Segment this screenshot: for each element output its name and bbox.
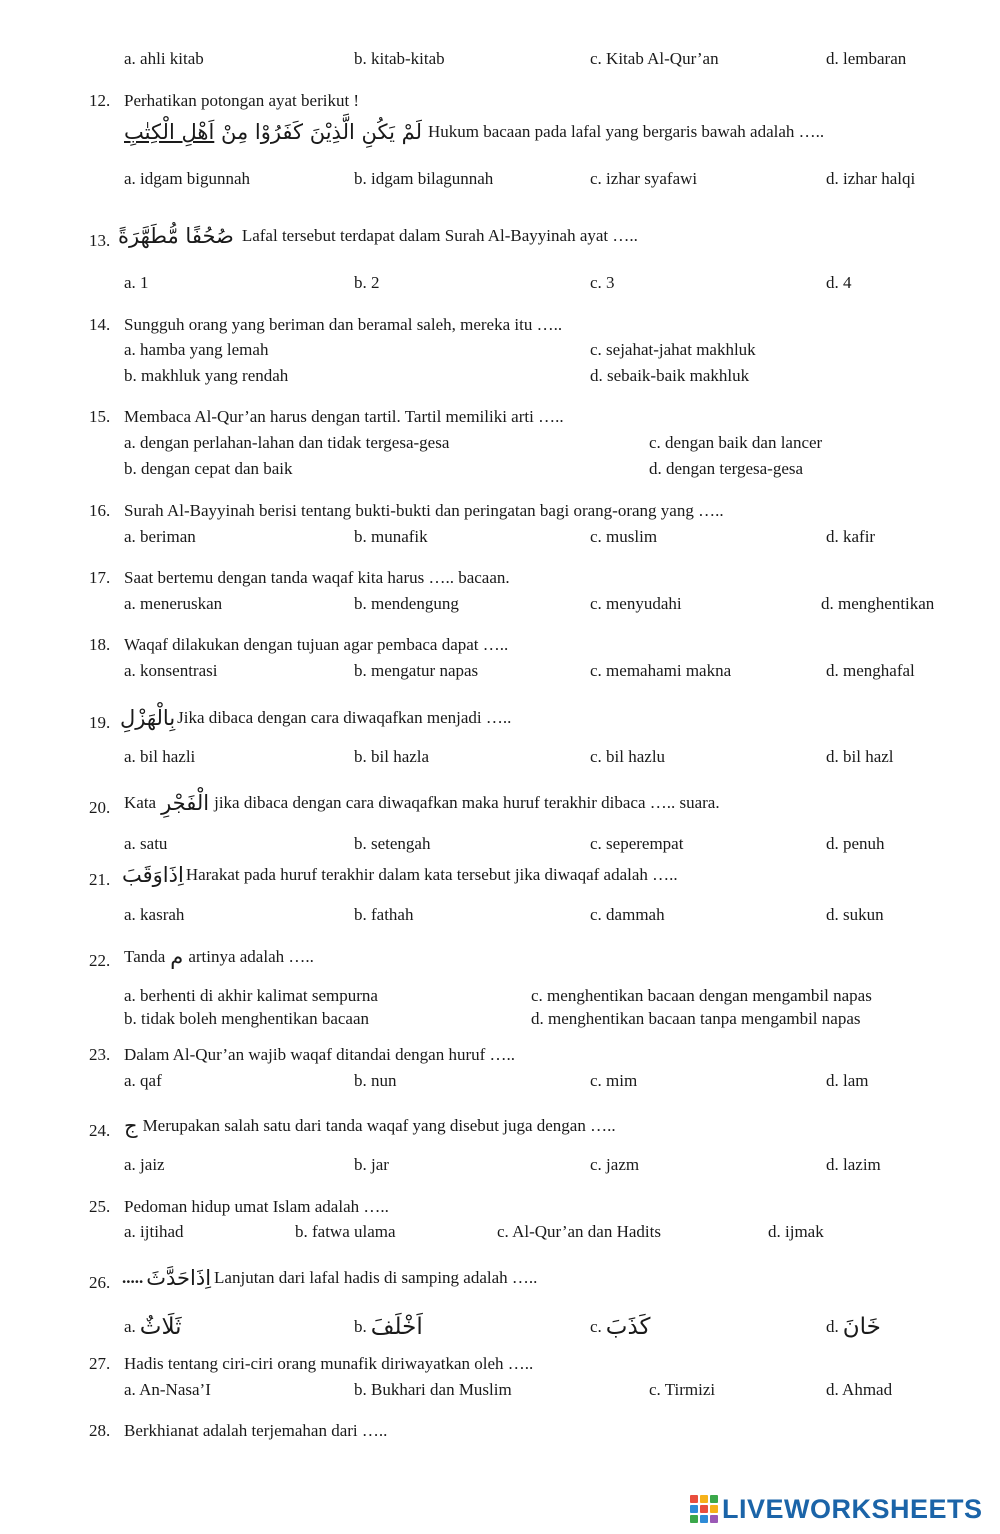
logo-tile [690, 1505, 698, 1513]
q26-option-c-letter: c. [590, 1317, 602, 1336]
q20-arabic: الْفَجْرِ [161, 791, 210, 815]
q22-pre: Tanda [124, 947, 166, 966]
q16-text: Surah Al-Bayyinah berisi tentang bukti-bukti dan peringatan bagi orang-orang yang ….. [124, 501, 724, 520]
q13-number: 13. [89, 231, 111, 250]
liveworksheets-logo[interactable] [690, 1493, 983, 1525]
q26-option-c-arabic: كَذَبَ [605, 1314, 651, 1340]
q21-line [122, 864, 678, 886]
q11-option-a[interactable]: a. ahli kitab [124, 49, 204, 68]
q20-pre: Kata [124, 793, 157, 812]
q17-text: Saat bertemu dengan tanda waqaf kita harus ….. bacaan. [124, 568, 510, 587]
q24-line [124, 1115, 616, 1137]
q26-option-d-arabic: خَانَ [842, 1314, 881, 1340]
q13-option-b[interactable]: b. 2 [354, 273, 380, 292]
q24-option-a[interactable]: a. jaiz [124, 1155, 165, 1174]
q25-option-c[interactable]: c. Al-Qur’an dan Hadits [497, 1222, 661, 1241]
logo-text: LIVEWORKSHEETS [722, 1493, 983, 1524]
q26-line [122, 1267, 537, 1289]
q26-option-a-arabic: ثَلَاثٌ [139, 1314, 182, 1340]
q15-option-a[interactable]: a. dengan perlahan-lahan dan tidak tergesa-gesa [124, 433, 450, 452]
q15-option-c[interactable]: c. dengan baik dan lancer [649, 433, 823, 452]
q15-text: Membaca Al-Qur’an harus dengan tartil. Tartil memiliki arti ….. [124, 407, 564, 426]
q22-arabic: م [170, 945, 184, 969]
logo-tile [710, 1495, 718, 1503]
logo-tile [700, 1495, 708, 1503]
logo-grid-icon [690, 1495, 718, 1523]
q16-option-b[interactable]: b. munafik [354, 527, 428, 546]
q24-option-d[interactable]: d. lazim [826, 1155, 881, 1174]
q26-option-c[interactable] [590, 1316, 650, 1338]
q26-option-a-letter: a. [124, 1317, 136, 1336]
q27-text: Hadis tentang ciri-ciri orang munafik diriwayatkan oleh ….. [124, 1354, 534, 1373]
q15-number: 15. [89, 407, 111, 426]
q22-number: 22. [89, 951, 111, 970]
q12-option-b[interactable]: b. idgam bilagunnah [354, 169, 494, 188]
q18-text: Waqaf dilakukan dengan tujuan agar pembaca dapat ….. [124, 635, 509, 654]
q23-text: Dalam Al-Qur’an wajib waqaf ditandai dengan huruf ….. [124, 1045, 516, 1064]
q19-arabic: بِالْهَزْلِ [120, 706, 176, 730]
q12-number: 12. [89, 91, 111, 110]
q12-text2: Hukum bacaan pada lafal yang bergaris bawah adalah ….. [427, 122, 825, 141]
q26-number: 26. [89, 1273, 111, 1292]
q15-option-b[interactable]: b. dengan cepat dan baik [124, 459, 293, 478]
logo-tile [700, 1515, 708, 1523]
q16-number: 16. [89, 501, 111, 520]
q12-arabic-pre: لَمْ يَكُنِ الَّذِيْنَ كَفَرُوْا مِنْ [214, 120, 422, 144]
q18-option-c[interactable]: c. memahami makna [590, 661, 732, 680]
q19-text: Jika dibaca dengan cara diwaqafkan menjadi ….. [177, 708, 512, 727]
q27-option-b[interactable]: b. Bukhari dan Muslim [354, 1380, 512, 1399]
q18-option-b[interactable]: b. mengatur napas [354, 661, 479, 680]
q19-option-a[interactable]: a. bil hazli [124, 747, 196, 766]
q12-line2 [124, 121, 824, 143]
q21-option-d[interactable]: d. sukun [826, 905, 884, 924]
q18-option-a[interactable]: a. konsentrasi [124, 661, 218, 680]
q25-number: 25. [89, 1197, 111, 1216]
q17-option-c[interactable]: c. menyudahi [590, 594, 682, 613]
q11-option-d[interactable]: d. lembaran [826, 49, 907, 68]
q21-arabic: اِذَاوَقَبَ [122, 863, 184, 887]
q16-option-d[interactable]: d. kafir [826, 527, 876, 546]
q24-text: Merupakan salah satu dari tanda waqaf yang disebut juga dengan ….. [142, 1116, 616, 1135]
q14-option-c[interactable]: c. sejahat-jahat makhluk [590, 340, 756, 359]
q15-option-d[interactable]: d. dengan tergesa-gesa [649, 459, 804, 478]
q24-option-b[interactable]: b. jar [354, 1155, 389, 1174]
q26-arabic: اِذَاحَدَّثَ [146, 1266, 212, 1290]
q19-option-c[interactable]: c. bil hazlu [590, 747, 666, 766]
q14-option-b[interactable]: b. makhluk yang rendah [124, 366, 289, 385]
q12-option-a[interactable]: a. idgam bigunnah [124, 169, 251, 188]
q16-option-a[interactable]: a. beriman [124, 527, 196, 546]
q12-arabic [124, 121, 422, 143]
q19-line [120, 707, 511, 729]
q18-number: 18. [89, 635, 111, 654]
q25-text: Pedoman hidup umat Islam adalah ….. [124, 1197, 389, 1216]
q11-option-b[interactable]: b. kitab-kitab [354, 49, 445, 68]
q28-number: 28. [89, 1421, 111, 1440]
q23-option-c[interactable]: c. mim [590, 1071, 638, 1090]
q12-option-c[interactable]: c. izhar syafawi [590, 169, 698, 188]
q13-line [118, 225, 638, 247]
q26-text: Lanjutan dari lafal hadis di samping adalah ….. [214, 1268, 538, 1287]
q21-option-a[interactable]: a. kasrah [124, 905, 185, 924]
q17-option-a[interactable]: a. meneruskan [124, 594, 223, 613]
q27-option-d[interactable]: d. Ahmad [826, 1380, 893, 1399]
q14-text: Sungguh orang yang beriman dan beramal saleh, mereka itu ….. [124, 315, 563, 334]
q13-option-c[interactable]: c. 3 [590, 273, 615, 292]
q21-text: Harakat pada huruf terakhir dalam kata tersebut jika diwaqaf adalah ….. [185, 865, 678, 884]
q24-arabic: ج [124, 1114, 138, 1138]
q13-option-a[interactable]: a. 1 [124, 273, 149, 292]
q26-option-d[interactable] [826, 1316, 881, 1338]
q12-option-d[interactable]: d. izhar halqi [826, 169, 916, 188]
q23-option-b[interactable]: b. nun [354, 1071, 397, 1090]
q27-option-c[interactable]: c. Tirmizi [649, 1380, 716, 1399]
q25-option-d[interactable]: d. ijmak [768, 1222, 824, 1241]
q22-option-a[interactable]: a. berhenti di akhir kalimat sempurna [124, 986, 378, 1005]
q21-option-b[interactable]: b. fathah [354, 905, 414, 924]
q27-option-a[interactable]: a. An-Nasa’I [124, 1380, 211, 1399]
q20-option-c[interactable]: c. seperempat [590, 834, 684, 853]
q12-arabic-underlined: اَهْلِ الْكِتٰبِ [124, 120, 215, 144]
q16-option-c[interactable]: c. muslim [590, 527, 658, 546]
q26-dots: ..... [122, 1268, 144, 1287]
q17-number: 17. [89, 568, 111, 587]
q19-option-d[interactable]: d. bil hazl [826, 747, 894, 766]
q21-option-c[interactable]: c. dammah [590, 905, 665, 924]
q23-option-a[interactable]: a. qaf [124, 1071, 162, 1090]
q11-option-c[interactable]: c. Kitab Al-Qur’an [590, 49, 719, 68]
logo-tile [710, 1505, 718, 1513]
q20-line [124, 792, 720, 814]
q20-text: jika dibaca dengan cara diwaqafkan maka huruf terakhir dibaca ….. suara. [214, 793, 720, 812]
q21-number: 21. [89, 870, 111, 889]
q13-option-d[interactable]: d. 4 [826, 273, 852, 292]
q26-option-a[interactable] [124, 1316, 182, 1338]
q24-number: 24. [89, 1121, 111, 1140]
q26-option-b-letter: b. [354, 1317, 367, 1336]
q14-option-a[interactable]: a. hamba yang lemah [124, 340, 269, 359]
q23-option-d[interactable]: d. lam [826, 1071, 869, 1090]
q26-option-b[interactable] [354, 1316, 423, 1338]
q19-option-b[interactable]: b. bil hazla [354, 747, 430, 766]
q12-text: Perhatikan potongan ayat berikut ! [124, 91, 360, 110]
q22-text: artinya adalah ….. [188, 947, 314, 966]
q14-number: 14. [89, 315, 111, 334]
q26-option-b-arabic: اَخْلَفَ [370, 1314, 423, 1340]
q17-option-d[interactable]: d. menghentikan [821, 594, 935, 613]
q24-option-c[interactable]: c. jazm [590, 1155, 640, 1174]
q20-option-a[interactable]: a. satu [124, 834, 168, 853]
q22-line [124, 946, 314, 968]
q26-option-d-letter: d. [826, 1317, 839, 1336]
q14-option-d[interactable]: d. sebaik-baik makhluk [590, 366, 750, 385]
q22-option-c[interactable]: c. menghentikan bacaan dengan mengambil napas [531, 986, 872, 1005]
q28-text: Berkhianat adalah terjemahan dari ….. [124, 1421, 388, 1440]
logo-tile [690, 1495, 698, 1503]
logo-tile [690, 1515, 698, 1523]
q22-option-d[interactable]: d. menghentikan bacaan tanpa mengambil napas [531, 1009, 861, 1028]
q13-text: Lafal tersebut terdapat dalam Surah Al-Bayyinah ayat ….. [241, 226, 638, 245]
q20-option-b[interactable]: b. setengah [354, 834, 431, 853]
q25-option-a[interactable]: a. ijtihad [124, 1222, 184, 1241]
logo-tile [700, 1505, 708, 1513]
q27-number: 27. [89, 1354, 111, 1373]
logo-tile [710, 1515, 718, 1523]
q20-number: 20. [89, 798, 111, 817]
q17-option-b[interactable]: b. mendengung [354, 594, 459, 613]
q18-option-d[interactable]: d. menghafal [826, 661, 915, 680]
q19-number: 19. [89, 713, 111, 732]
q13-arabic: صُحُفًا مُّطَهَّرَةً [118, 224, 234, 248]
q25-option-b[interactable]: b. fatwa ulama [295, 1222, 396, 1241]
q22-option-b[interactable]: b. tidak boleh menghentikan bacaan [124, 1009, 369, 1028]
q23-number: 23. [89, 1045, 111, 1064]
q20-option-d[interactable]: d. penuh [826, 834, 885, 853]
